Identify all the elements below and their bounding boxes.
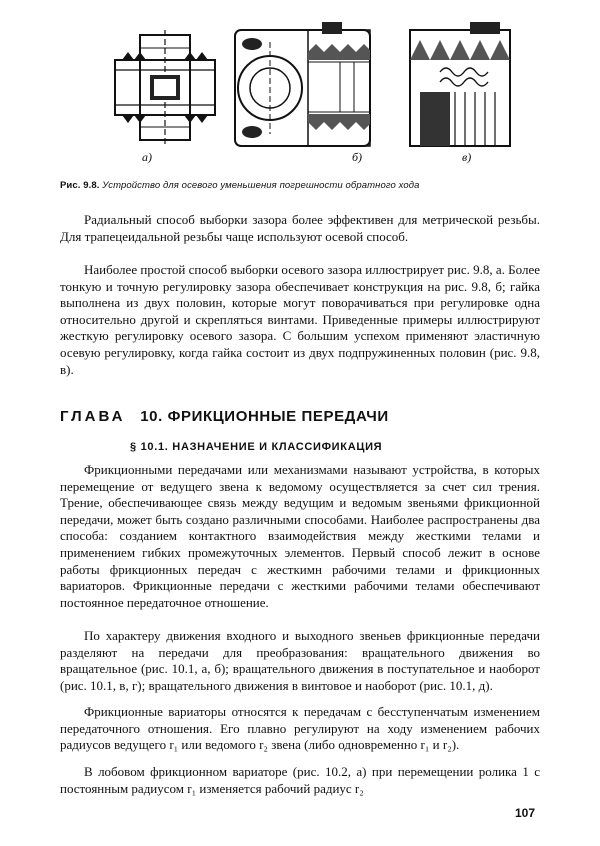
paragraph-variators: Фрикционные вариаторы относятся к передачам с бесступенчатым изменением передаточного отношения. Его плавно регулируют на ходу изменением рабочих радиусов ведущего r₁ или ведомого r₂ звена (либо одновременно r₁ и r₂). bbox=[60, 704, 540, 753]
paragraph-radial-method: Радиальный способ выборки зазора более эффективен для метрической резьбы. Для трапецеидальной резьбы чаще используют осевой способ. bbox=[60, 212, 540, 244]
paragraph-axial-clearance: Наиболее простой способ выборки осевого зазора иллюстрирует рис. 9.8, а. Более тонкую и точную регулировку зазора обеспечивает конструкция на рис. 9.8, б; гайка выполнена из двух половин, которые могут поворачиваться при регулировке одна относительно другой и скрепляться винтами. Приведенные примеры иллюстрируют жесткую регулировку осевого зазора. С большим успехом применяют эластичную осевую регулировку, когда гайка состоит из двух подпружиненных половин (рис. 9.8, в). bbox=[60, 262, 540, 377]
drawing-b bbox=[230, 22, 375, 152]
figure-label-c: в) bbox=[462, 150, 472, 164]
figure-label-b: б) bbox=[352, 150, 363, 164]
figure-9-8 bbox=[100, 20, 520, 170]
page-number: 107 bbox=[515, 806, 536, 820]
paragraph-definition: Фрикционными передачами или механизмами называют устройства, в которых перемещение от ведущего звена к ведомому осуществляется за счет сил трения. Трение, обеспечивающее связь между ведущим и ведомым звеньями фрикционной передачи, может быть создано различными способами. Наиболее распространены два способа: созданием контактного взаимодействия между жесткими телами и применением гибких промежуточных элементов. Первый способ лежит в основе работы фрикционных передач с жесткимн рабочими телами и фрикционных вариаторов. Фрикционные передачи с жесткими рабочими телами обеспечивают постоянное передаточное отношение. bbox=[60, 462, 540, 610]
figure-label-a: а) bbox=[142, 150, 152, 164]
chapter-title: 10. ФРИКЦИОННЫЕ ПЕРЕДАЧИ bbox=[140, 408, 389, 425]
drawing-a bbox=[110, 30, 220, 145]
chapter-heading bbox=[60, 408, 540, 425]
paragraph-face-variator: В лобовом фрикционном вариаторе (рис. 10.2, а) при перемещении ролика 1 с постоянным радиусом r₁ изменяется рабочий радиус r₂ bbox=[60, 764, 540, 796]
figure-caption-prefix: Рис. 9.8. bbox=[60, 180, 100, 191]
chapter-word: ГЛАВА bbox=[60, 408, 126, 425]
drawing-c bbox=[400, 22, 520, 152]
figure-caption bbox=[60, 180, 540, 191]
section-heading: § 10.1. НАЗНАЧЕНИЕ И КЛАССИФИКАЦИЯ bbox=[130, 441, 383, 453]
figure-caption-text: Устройство для осевого уменьшения погрешности обратного хода bbox=[102, 180, 420, 191]
paragraph-motion-classification: По характеру движения входного и выходного звеньев фрикционные передачи разделяют на передачи для преобразования: вращательного движения во вращательное (рис. 10.1, а, б); вращательного движения в поступательное и наоборот (рис. 10.1, в, г); вращательного движения в винтовое и наоборот (рис. 10.1, д). bbox=[60, 628, 540, 693]
